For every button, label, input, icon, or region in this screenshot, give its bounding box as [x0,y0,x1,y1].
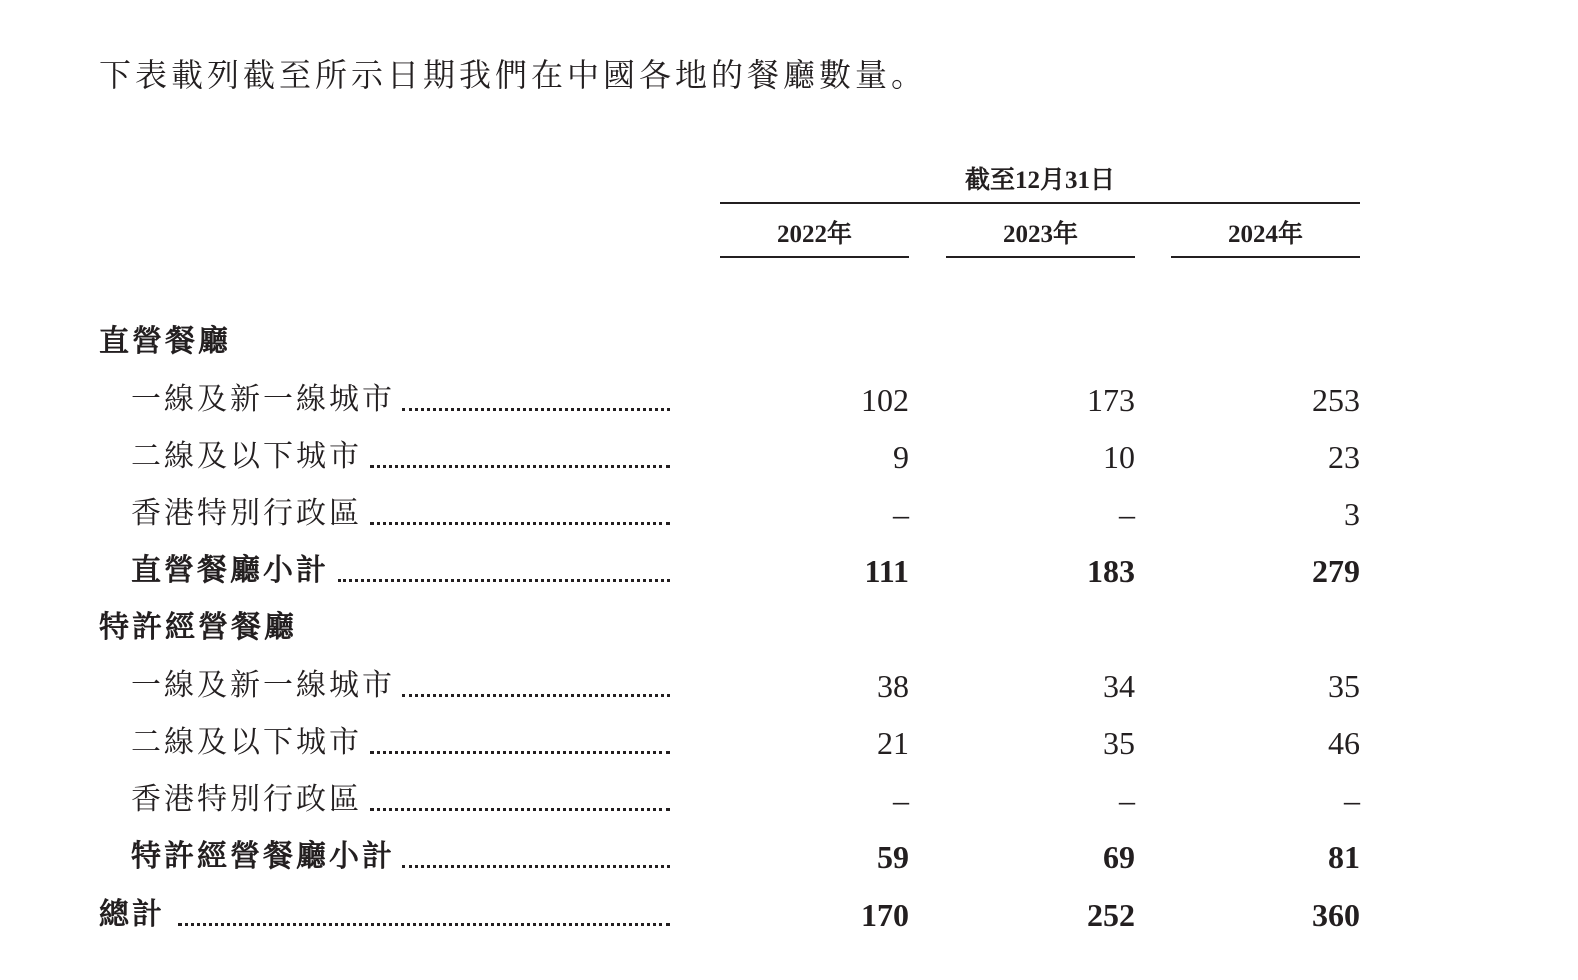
section-title-direct: 直營餐廳 [99,324,231,359]
dot-leader [338,542,670,582]
cell-2024: 81 [1328,839,1360,875]
subtotal-row [0,837,1578,877]
row-label: 二線及以下城市 [131,725,362,760]
cell-2024: 3 [1344,496,1360,532]
table-row [0,380,1578,420]
dot-leader [402,657,670,697]
cell-2023: 10 [1103,439,1135,475]
row-label: 二線及以下城市 [131,439,362,474]
cell-2024: 23 [1328,439,1360,475]
cell-2023: 69 [1103,839,1135,875]
cell-2023: 183 [1087,553,1135,589]
cell-2023: – [1119,496,1135,532]
row-label: 特許經營餐廳小計 [131,839,395,874]
subtotal-row [0,551,1578,591]
dot-leader [370,485,670,525]
total-row [0,895,1578,935]
column-group-header: 截至12月31日 [720,160,1360,204]
cell-2022: 102 [861,382,909,418]
cell-2024: 279 [1312,553,1360,589]
dot-leader [178,886,670,926]
year-header-2022: 2022年 [720,214,909,258]
cell-2024: 35 [1328,668,1360,704]
row-label: 一線及新一線城市 [131,382,395,417]
cell-2022: – [893,782,909,818]
row-label: 香港特別行政區 [131,496,362,531]
dot-leader [402,371,670,411]
cell-2022: 111 [864,553,909,589]
dot-leader [370,771,670,811]
cell-2024: 360 [1312,897,1360,933]
cell-2023: 173 [1087,382,1135,418]
cell-2024: 46 [1328,725,1360,761]
year-header-2023: 2023年 [946,214,1135,258]
cell-2022: 21 [877,725,909,761]
cell-2022: 9 [893,439,909,475]
cell-2023: 35 [1103,725,1135,761]
table-row [0,723,1578,763]
cell-2022: 59 [877,839,909,875]
row-label: 香港特別行政區 [131,782,362,817]
section-title-franchise: 特許經營餐廳 [99,610,297,645]
intro-text: 下表載列截至所示日期我們在中國各地的餐廳數量。 [99,56,928,94]
cell-2024: – [1344,782,1360,818]
dot-leader [370,714,670,754]
cell-2022: 170 [861,897,909,933]
cell-2023: 252 [1087,897,1135,933]
cell-2024: 253 [1312,382,1360,418]
cell-2023: – [1119,782,1135,818]
row-label: 直營餐廳小計 [131,553,329,588]
table-row [0,666,1578,706]
row-label: 總計 [99,897,165,932]
cell-2023: 34 [1103,668,1135,704]
cell-2022: 38 [877,668,909,704]
dot-leader [402,828,670,868]
table-row [0,437,1578,477]
year-header-2024: 2024年 [1171,214,1360,258]
table-row [0,494,1578,534]
dot-leader [370,428,670,468]
cell-2022: – [893,496,909,532]
table-row [0,780,1578,820]
row-label: 一線及新一線城市 [131,668,395,703]
